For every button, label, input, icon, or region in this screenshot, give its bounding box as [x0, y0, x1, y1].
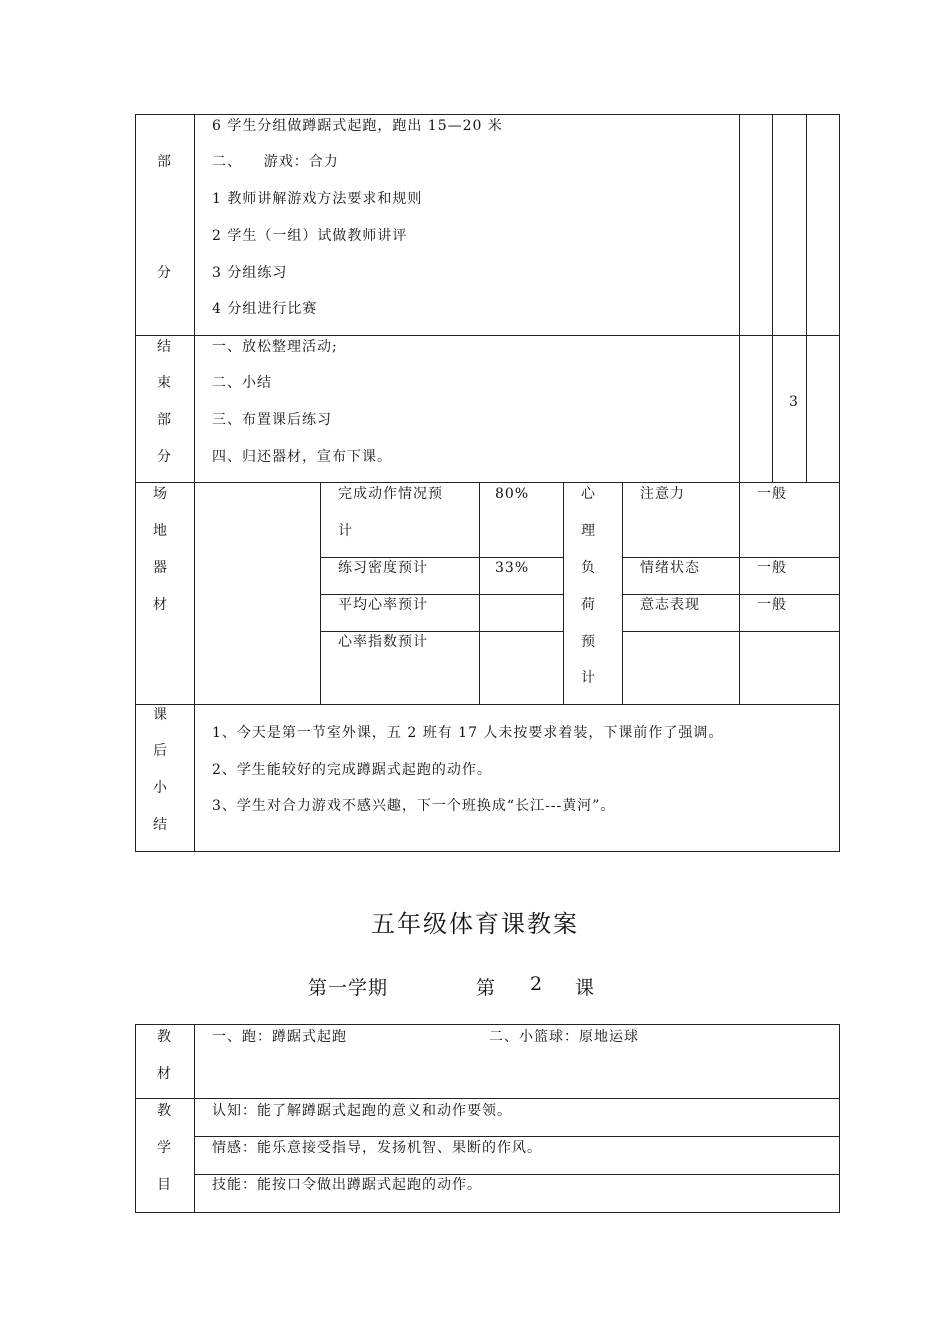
goal-line: 情感：能乐意接受指导，发扬机智、果断的作风。: [212, 1140, 542, 1156]
metric-label: 计: [338, 523, 353, 539]
material-item: 一、跑：蹲踞式起跑: [212, 1029, 347, 1045]
end-label-char: 部: [157, 412, 172, 428]
part-line: 二、 游戏：合力: [212, 154, 339, 170]
material-label-char: 教: [157, 1029, 172, 1045]
load-label-char: 计: [581, 670, 596, 686]
load-label-char: 荷: [581, 597, 596, 613]
part-line: 1 教师讲解游戏方法要求和规则: [212, 191, 423, 207]
venue-label-char: 材: [153, 597, 168, 613]
metric-value: 80%: [495, 486, 530, 502]
lesson-prefix: 第: [476, 977, 497, 999]
end-line: 一、放松整理活动;: [212, 339, 338, 355]
summary-label-char: 小: [153, 780, 168, 796]
end-line: 四、归还器材，宣布下课。: [212, 449, 392, 465]
goal-label-char: 目: [157, 1177, 172, 1193]
summary-label-char: 结: [153, 817, 168, 833]
page-title: 五年级体育课教案: [371, 910, 579, 938]
lesson-number: 2: [530, 973, 544, 995]
part-line: 2 学生（一组）试做教师讲评: [212, 228, 408, 244]
summary-line: 2、学生能较好的完成蹲踞式起跑的动作。: [212, 762, 492, 778]
load-label-char: 预: [581, 634, 596, 650]
end-label-char: 结: [157, 339, 172, 355]
end-count: 3: [789, 394, 799, 410]
venue-label-char: 器: [153, 560, 168, 576]
metric-label: 心率指数预计: [338, 634, 428, 650]
goal-label-char: 教: [157, 1103, 172, 1119]
material-item: 二、小篮球：原地运球: [489, 1029, 639, 1045]
part-line: 6 学生分组做蹲踞式起跑，跑出 15—20 米: [212, 118, 503, 134]
end-label-char: 分: [157, 449, 172, 465]
part-label-char: 部: [157, 154, 172, 170]
load-label-char: 理: [581, 523, 596, 539]
goal-label-char: 学: [157, 1140, 172, 1156]
part-label-char: 分: [157, 265, 172, 281]
metric-label: 完成动作情况预: [338, 486, 443, 502]
term-label: 第一学期: [308, 977, 389, 999]
psych-label: 情绪状态: [640, 560, 700, 576]
psych-label: 注意力: [640, 486, 685, 502]
load-label-char: 负: [581, 560, 596, 576]
load-label-char: 心: [581, 486, 596, 502]
part-line: 4 分组进行比赛: [212, 301, 318, 317]
goal-line: 技能：能按口令做出蹲踞式起跑的动作。: [212, 1177, 482, 1193]
lesson-suffix: 课: [575, 977, 596, 999]
material-label-char: 材: [157, 1066, 172, 1082]
goal-line: 认知：能了解蹲踞式起跑的意义和动作要领。: [212, 1103, 512, 1119]
psych-value: 一般: [757, 486, 787, 502]
psych-label: 意志表现: [640, 597, 700, 613]
summary-line: 3、学生对合力游戏不感兴趣，下一个班换成“长江---黄河”。: [212, 798, 616, 814]
summary-label-char: 课: [153, 707, 168, 723]
end-line: 三、布置课后练习: [212, 412, 332, 428]
psych-value: 一般: [757, 597, 787, 613]
venue-label-char: 场: [153, 486, 168, 502]
summary-line: 1、今天是第一节室外课，五 2 班有 17 人未按要求着装，下课前作了强调。: [212, 725, 724, 741]
summary-label-char: 后: [153, 743, 168, 759]
psych-value: 一般: [757, 560, 787, 576]
venue-label-char: 地: [153, 523, 168, 539]
part-line: 3 分组练习: [212, 265, 288, 281]
end-label-char: 束: [157, 375, 172, 391]
metric-value: 33%: [495, 560, 530, 576]
end-line: 二、小结: [212, 375, 272, 391]
metric-label: 练习密度预计: [338, 560, 428, 576]
metric-label: 平均心率预计: [338, 597, 428, 613]
